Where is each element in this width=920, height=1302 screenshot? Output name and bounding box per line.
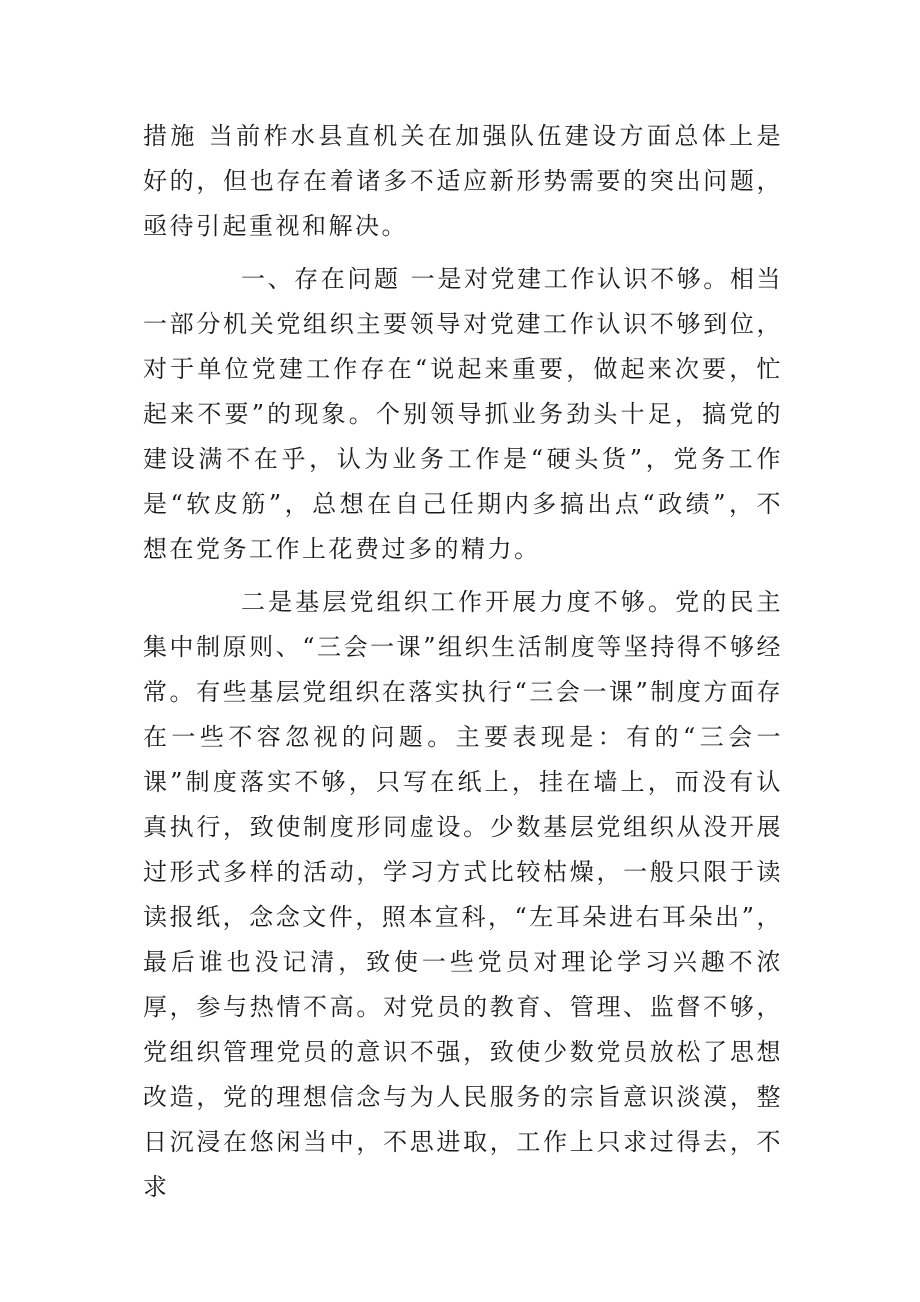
paragraph-problem-two: 二是基层党组织工作开展力度不够。党的民主集中制原则、“三会一课”组织生活制度等坚持得不够经常。有些基层党组织在落实执行“三会一课”制度方面存在一些不容忽视的问题。主要表现是：有的“三会一课”制度落实不够，只写在纸上，挂在墙上，而没有认真执行，致使制度形同虚设。少数基层党组织从没开展过形式多样的活动，学习方式比较枯燥，一般只限于读读报纸，念念文件，照本宣科，“左耳朵进右耳朵出”，最后谁也没记清，致使一些党员对理论学习兴趣不浓厚，参与热情不高。对党员的教育、管理、监督不够，党组织管理党员的意识不强，致使少数党员放松了思想改造，党的理想信念与为人民服务的宗旨意识淡漠，整日沉浸在悠闲当中，不思进取，工作上只求过得去，不求 [143, 588, 783, 1201]
document-body [143, 114, 783, 1210]
paragraph-problem-one: 一、存在问题 一是对党建工作认识不够。相当一部分机关党组织主要领导对党建工作认识不够到位，对于单位党建工作存在“说起来重要，做起来次要，忙起来不要”的现象。个别领导抓业务劲头十足，搞党的建设满不在乎，认为业务工作是“硬头货”，党务工作是“软皮筋”，总想在自己任期内多搞出点“政绩”，不想在党务工作上花费过多的精力。 [143, 265, 783, 563]
paragraph-intro: 措施 当前柞水县直机关在加强队伍建设方面总体上是好的，但也存在着诸多不适应新形势需要的突出问题，亟待引起重视和解决。 [143, 122, 783, 240]
